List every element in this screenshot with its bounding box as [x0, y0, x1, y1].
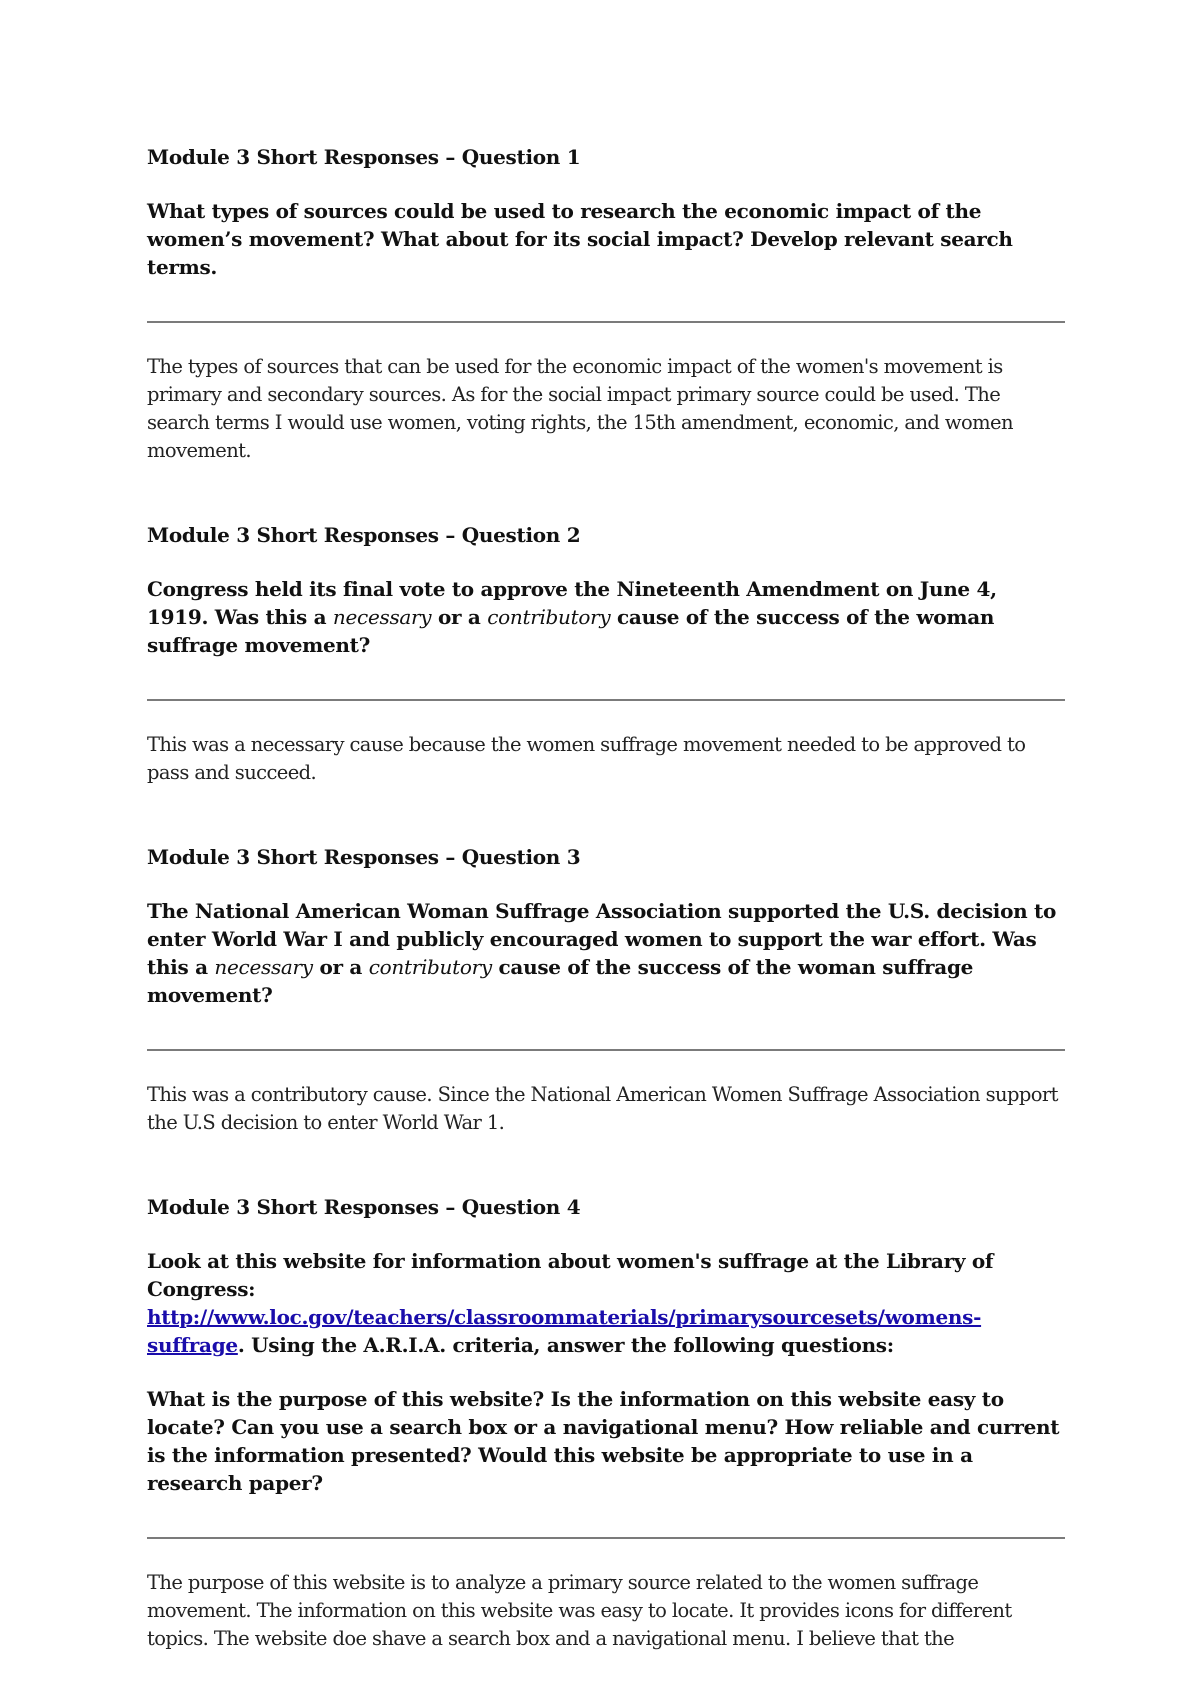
divider-2 — [147, 699, 1065, 701]
question-4-text-part-2: . Using the A.R.I.A. criteria, answer the following questions: — [237, 1333, 894, 1357]
question-2-answer: This was a necessary cause because the women suffrage movement needed to be approved to pass and succeed. — [147, 733, 1026, 784]
question-3-prompt — [147, 897, 1063, 1009]
question-2-italic-contributory: contributory — [487, 605, 611, 629]
question-3-italic-necessary: necessary — [214, 955, 313, 979]
question-4-subquestions: What is the purpose of this website? Is the information on this website easy to locate? Can you use a search box or a navigational menu? How reliable and current is the information presented? Would this website be appropriate to use in a research paper? — [147, 1387, 1060, 1495]
divider-3 — [147, 1049, 1065, 1051]
question-3-heading: Module 3 Short Responses – Question 3 — [147, 845, 581, 869]
question-1-heading: Module 3 Short Responses – Question 1 — [147, 145, 581, 169]
question-1-answer: The types of sources that can be used for the economic impact of the women's movement is primary and secondary sources. As for the social impact primary source could be used. The search terms I would use women, voting rights, the 15th amendment, economic, and women movement. — [147, 355, 1013, 462]
question-2-text-part-2: or a — [431, 605, 488, 629]
question-3-text-part-2: or a — [312, 955, 369, 979]
document-content — [147, 143, 1063, 1653]
question-3-italic-contributory: contributory — [368, 955, 492, 979]
question-3-text-part-3: cause of the success of the woman suffrage movement? — [147, 955, 974, 1007]
question-4-answer: The purpose of this website is to analyze a primary source related to the women suffrage movement. The information on this website was easy to locate. It provides icons for different topics. The website doe shave a search box and a navigational menu. I believe that the — [147, 1571, 1012, 1650]
question-3-text-part-1: The National American Woman Suffrage Association supported the U.S. decision to enter World War I and publicly encouraged women to support the war effort. Was this a — [147, 899, 1057, 979]
question-4-prompt — [147, 1247, 1063, 1359]
divider-1 — [147, 321, 1065, 323]
question-2-prompt — [147, 575, 1063, 659]
question-2-text-part-3: cause of the success of the woman suffrage movement? — [147, 605, 995, 657]
question-4-heading: Module 3 Short Responses – Question 4 — [147, 1195, 581, 1219]
question-1-prompt: What types of sources could be used to research the economic impact of the women’s movement? What about for its social impact? Develop relevant search terms. — [147, 199, 1013, 279]
divider-4 — [147, 1537, 1065, 1539]
loc-womens-suffrage-link[interactable]: http://www.loc.gov/teachers/classroommaterials/primarysourcesets/womens-suffrage — [147, 1305, 982, 1357]
question-2-text-part-1: Congress held its final vote to approve the Nineteenth Amendment on June 4, 1919. Was this a — [147, 577, 997, 629]
question-2-heading: Module 3 Short Responses – Question 2 — [147, 523, 581, 547]
question-4-text-part-1: Look at this website for information about women's suffrage at the Library of Congress: — [147, 1249, 994, 1301]
question-2-italic-necessary: necessary — [332, 605, 432, 629]
question-3-answer: This was a contributory cause. Since the National American Women Suffrage Association support the U.S decision to enter World War 1. — [147, 1083, 1058, 1134]
